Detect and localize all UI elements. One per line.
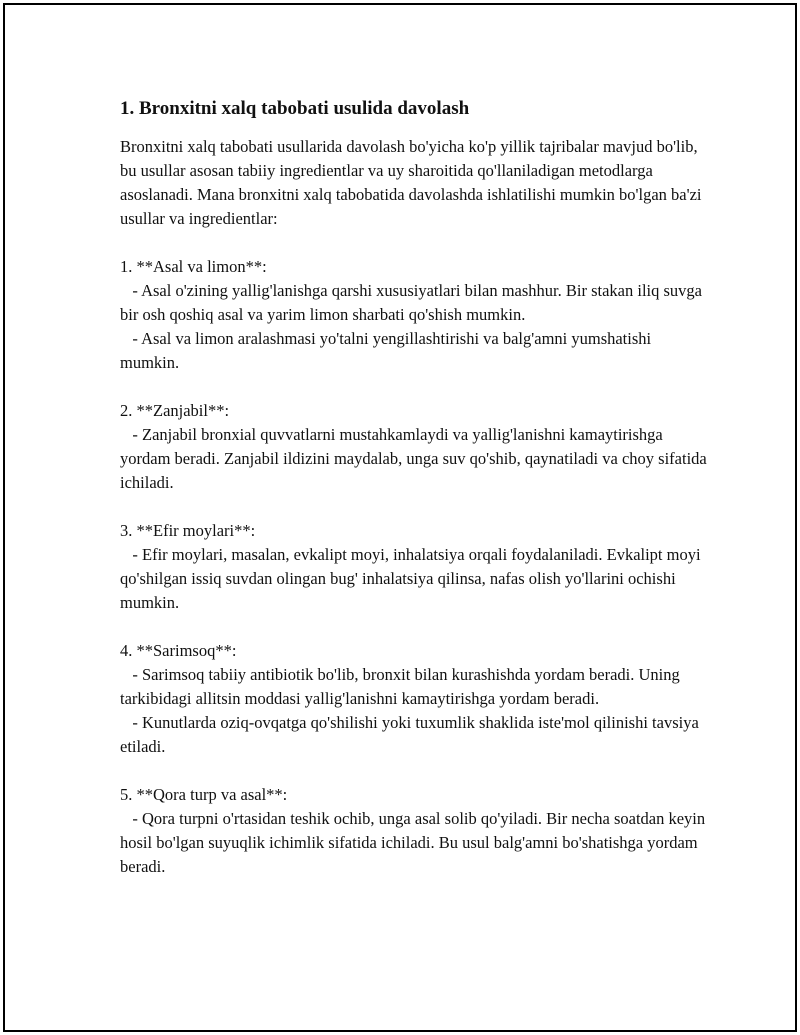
intro-paragraph: Bronxitni xalq tabobati usullarida davolash bo'yicha ko'p yillik tajribalar mavjud bo'lib, bu usullar asosan tabiiy ingredientlar va uy sharoitida qo'llaniladigan metodlarga asoslanadi. Mana bronxitni xalq tabobatida davolashda ishlatilishi mumkin bo'lgan ba'zi usullar va ingredientlar: [120,137,702,228]
section-zanjabil [120,399,710,495]
section-bullet: - Qora turpni o'rtasidan teshik ochib, unga asal solib qo'yiladi. Bir necha soatdan keyin hosil bo'lgan suyuqlik ichimlik sifatida ichiladi. Bu usul balg'amni bo'shatishga yordam beradi. [120,809,710,876]
document-page [3,3,797,1032]
section-bullet: - Asal o'zining yallig'lanishga qarshi xususiyatlari bilan mashhur. Bir stakan iliq suvga bir osh qoshiq asal va yarim limon sharbati qo'shish mumkin. [120,281,707,324]
section-heading: 3. **Efir moylari**: [120,521,256,540]
section-efir-moylari [120,519,710,615]
section-bullet: - Kunutlarda oziq-ovqatga qo'shilishi yoki tuxumlik shaklida iste'mol qilinishi tavsiya etiladi. [120,713,703,756]
document-content [120,97,710,879]
section-heading: 4. **Sarimsoq**: [120,641,237,660]
document-title: 1. Bronxitni xalq tabobati usulida davolash [120,98,470,119]
section-bullet: - Zanjabil bronxial quvvatlarni mustahkamlaydi va yallig'lanishni kamaytirishga yordam beradi. Zanjabil ildizini maydalab, unga suv qo'shib, qaynatiladi va choy sifatida ichiladi. [120,425,711,492]
section-heading: 5. **Qora turp va asal**: [120,785,288,804]
section-bullet: - Sarimsoq tabiiy antibiotik bo'lib, bronxit bilan kurashishda yordam beradi. Uning tarkibidagi allitsin moddasi yallig'lanishni kamaytirishga yordam beradi. [120,665,684,708]
section-heading: 2. **Zanjabil**: [120,401,230,420]
section-qora-turp-va-asal [120,783,710,879]
section-bullet: - Asal va limon aralashmasi yo'talni yengillashtirishi va balg'amni yumshatishi mumkin. [120,329,656,372]
section-asal-va-limon [120,255,710,375]
section-bullet: - Efir moylari, masalan, evkalipt moyi, inhalatsiya orqali foydalaniladi. Evkalipt moyi qo'shilgan issiq suvdan olingan bug' inhalatsiya qilinsa, nafas olish yo'llarini ochishi mumkin. [120,545,705,612]
section-sarimsoq [120,639,710,759]
section-heading: 1. **Asal va limon**: [120,257,267,276]
